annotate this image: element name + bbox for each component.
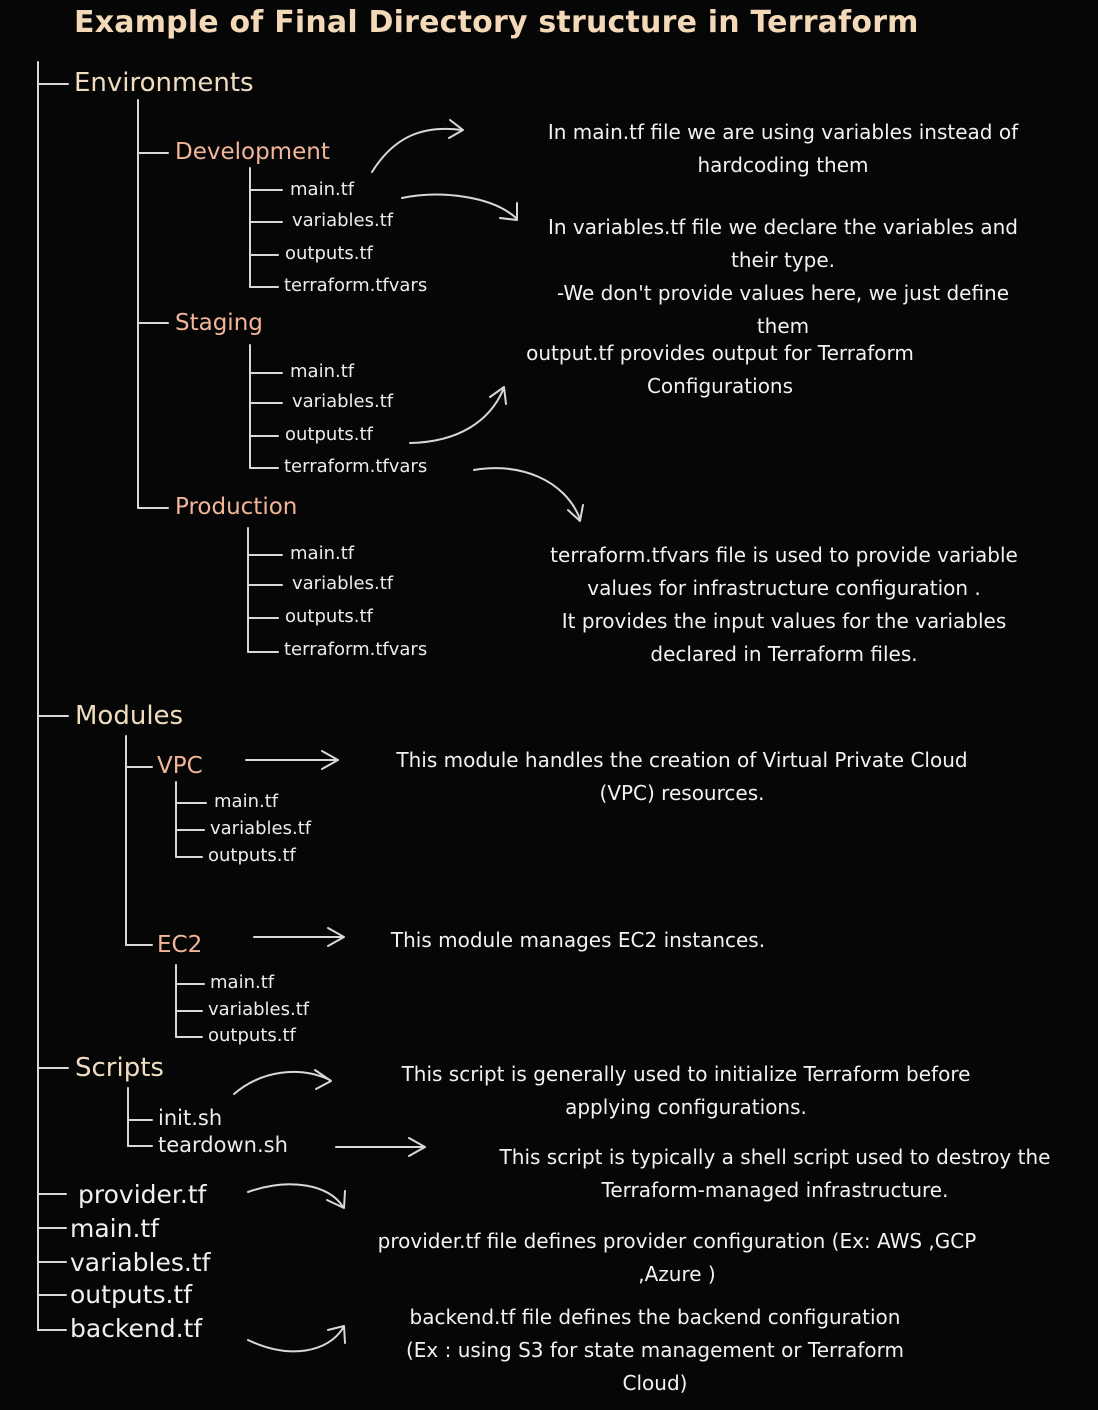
dev-main-tf: main.tf (290, 179, 355, 200)
arrow-teardown-sh (336, 1138, 425, 1156)
note-backend-tf: backend.tf file defines the backend configuration (Ex : using S3 for state management or Terraform Cloud) (405, 1305, 905, 1395)
dev-outputs-tf: outputs.tf (285, 243, 373, 264)
note-ec2: This module manages EC2 instances. (390, 928, 766, 952)
script-teardown-sh: teardown.sh (158, 1133, 288, 1157)
ec2-main-tf: main.tf (210, 972, 275, 993)
note-tfvars: terraform.tfvars file is used to provide variable values for infrastructure configuration . It provides the input values for the variables declared in Terraform files. (550, 543, 1018, 666)
staging-terraform-tfvars: terraform.tfvars (284, 456, 428, 477)
folder-modules: Modules (75, 701, 184, 731)
note-teardown-sh: This script is typically a shell script used to destroy the Terraform-managed infrastructure. (499, 1145, 1051, 1202)
note-main-tf: In main.tf file we are using variables instead of hardcoding them (547, 120, 1019, 177)
ec2-variables-tf: variables.tf (208, 999, 310, 1020)
folder-development: Development (175, 139, 330, 165)
arrow-provider-tf (248, 1184, 345, 1208)
prod-outputs-tf: outputs.tf (285, 606, 373, 627)
arrow-vpc (246, 751, 338, 769)
vpc-outputs-tf: outputs.tf (208, 845, 296, 866)
vpc-main-tf: main.tf (214, 791, 279, 812)
arrow-main-tf (372, 120, 463, 172)
note-outputs-tf: output.tf provides output for Terraform Configurations (526, 341, 914, 398)
arrow-tfvars (474, 468, 583, 521)
prod-variables-tf: variables.tf (292, 573, 394, 594)
page-title: Example of Final Directory structure in Terraform (74, 5, 919, 40)
folder-scripts: Scripts (75, 1053, 164, 1083)
staging-main-tf: main.tf (290, 361, 355, 382)
arrow-ec2 (254, 928, 344, 946)
root-main-tf: main.tf (70, 1214, 160, 1243)
note-provider-tf: provider.tf file defines provider configuration (Ex: AWS ,GCP ,Azure ) (377, 1229, 977, 1286)
staging-outputs-tf: outputs.tf (285, 424, 373, 445)
folder-environments: Environments (74, 68, 254, 98)
root-variables-tf: variables.tf (70, 1248, 211, 1277)
prod-main-tf: main.tf (290, 543, 355, 564)
ec2-outputs-tf: outputs.tf (208, 1025, 296, 1046)
root-outputs-tf: outputs.tf (70, 1280, 193, 1309)
folder-ec2: EC2 (157, 932, 203, 958)
folder-staging: Staging (175, 310, 263, 336)
dev-variables-tf: variables.tf (292, 210, 394, 231)
note-variables-tf: In variables.tf file we declare the variables and their type. -We don't provide values here, we just define them (548, 215, 1018, 338)
note-vpc: This module handles the creation of Virtual Private Cloud (VPC) resources. (396, 748, 968, 805)
prod-terraform-tfvars: terraform.tfvars (284, 639, 428, 660)
arrow-variables-tf (402, 195, 517, 220)
root-provider-tf: provider.tf (78, 1180, 207, 1209)
folder-production: Production (175, 494, 298, 520)
dev-terraform-tfvars: terraform.tfvars (284, 275, 428, 296)
staging-variables-tf: variables.tf (292, 391, 394, 412)
folder-vpc: VPC (157, 753, 203, 779)
vpc-variables-tf: variables.tf (210, 818, 312, 839)
script-init-sh: init.sh (158, 1106, 223, 1130)
arrow-backend-tf (248, 1326, 345, 1351)
root-backend-tf: backend.tf (70, 1314, 203, 1343)
arrow-init-sh (234, 1070, 331, 1094)
note-init-sh: This script is generally used to initialize Terraform before applying configurations. (401, 1062, 971, 1119)
